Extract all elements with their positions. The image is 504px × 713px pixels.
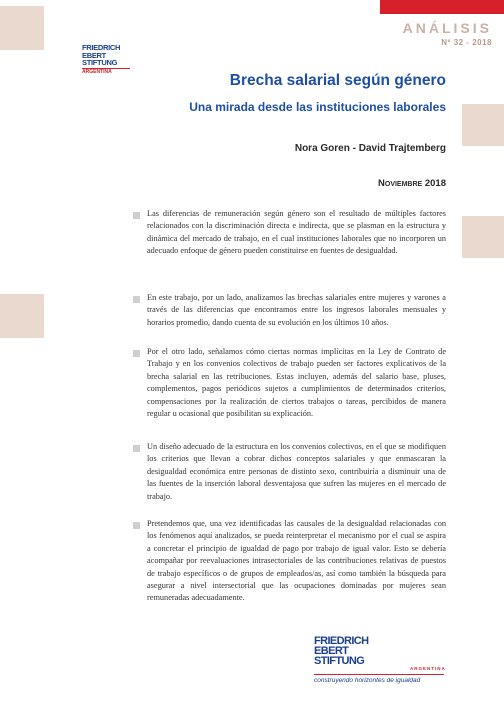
paragraph-bullet [133,445,140,452]
decor-square [0,6,44,50]
page-subtitle: Una mirada desde las instituciones laborales [189,100,446,114]
fes-logo-bottom [314,636,444,684]
logo-line: EBERT [82,50,106,60]
header-red-bar [380,0,504,14]
logo-line: FRIEDRICH [82,43,121,52]
body-paragraph: Pretendemos que, una vez identificadas las causales de la desigualdad relacionadas con los fenómenos aquí analizados, se pueda reinterpretar el mecanismo por el cual se aspira a concretar el principio de igualdad de pago por trabajo de igual valor. Esto se debería acompañar por reevaluaciones intrasectoriales de las contribuciones relativas de puestos de trabajo específicos o de grupos de empleados/as, así como también la búsqueda para asegurar a nivel intersectorial que las ocupaciones dominadas por mujeres sean remuneradas adecuadamente. [147,519,446,603]
logo-line: STIFTUNG [82,58,118,67]
logo-tagline: construyendo horizontes de igualdad [314,674,444,684]
body-paragraph: Por el otro lado, señalamos cómo ciertas normas implícitas en la Ley de Contrato de Trabajo y en los convenios colectivos de trabajo pueden ser factores explicativos de la brecha salarial en las retribuciones. Estas incluyen, además del salario base, pluses, complementos, pagos periódicos sujetos a cumplimientos de determinados criterios, compensaciones por la realización de ciertos trabajos o tareas, percibidos de manera regular u ocasional que posibilitan su explicación. [147,347,446,419]
logo-country: ARGENTINA [410,666,446,671]
page-title: Brecha salarial según género [229,72,446,89]
logo-line: EBERT [314,645,349,657]
authors: Nora Goren - David Trajtemberg [294,143,446,154]
paragraph-bullet [133,350,140,357]
paragraph-bullet [133,296,140,303]
decor-square [462,104,504,146]
decor-square [462,216,504,258]
body-paragraph: Las diferencias de remuneración según género son el resultado de múltiples factores relacionados con la discriminación directa e indirecta, que se plasman en la estructura y dinámica del mercado de trabajo, en el cual instituciones laborales que no incorporen un adecuado enfoque de género pueden constituirse en fuentes de desigualdad. [147,209,446,256]
series-label: ANÁLISIS [402,20,492,36]
body-paragraph: En este trabajo, por un lado, analizamos las brechas salariales entre mujeres y varones a través de las diferencias que encontramos entre los ingresos laborales mensuales y horarios promedio, dando cuenta de su evolución en los últimos 10 años. [147,293,446,327]
body-paragraph: Un diseño adecuado de la estructura en los convenios colectivos, en el que se modifiquen los criterios que llevan a cobrar dichos conceptos salariales y que enmascaran la desigualdad económica entre personas de distinto sexo, contribuiría a disminuir una de las fuentes de la inserción laboral desventajosa que sufren las mujeres en el mercado de trabajo. [147,442,446,501]
fes-logo-top [82,44,130,75]
issue-number: Nº 32 - 2018 [441,38,492,47]
publication-date: Noviembre 2018 [378,178,446,189]
logo-line: FRIEDRICH [314,635,369,647]
paragraph-bullet [133,522,140,529]
logo-country: ARGENTINA [82,68,130,75]
decor-square [0,294,44,338]
paragraph-bullet [133,212,140,219]
logo-line: STIFTUNG [314,655,365,667]
